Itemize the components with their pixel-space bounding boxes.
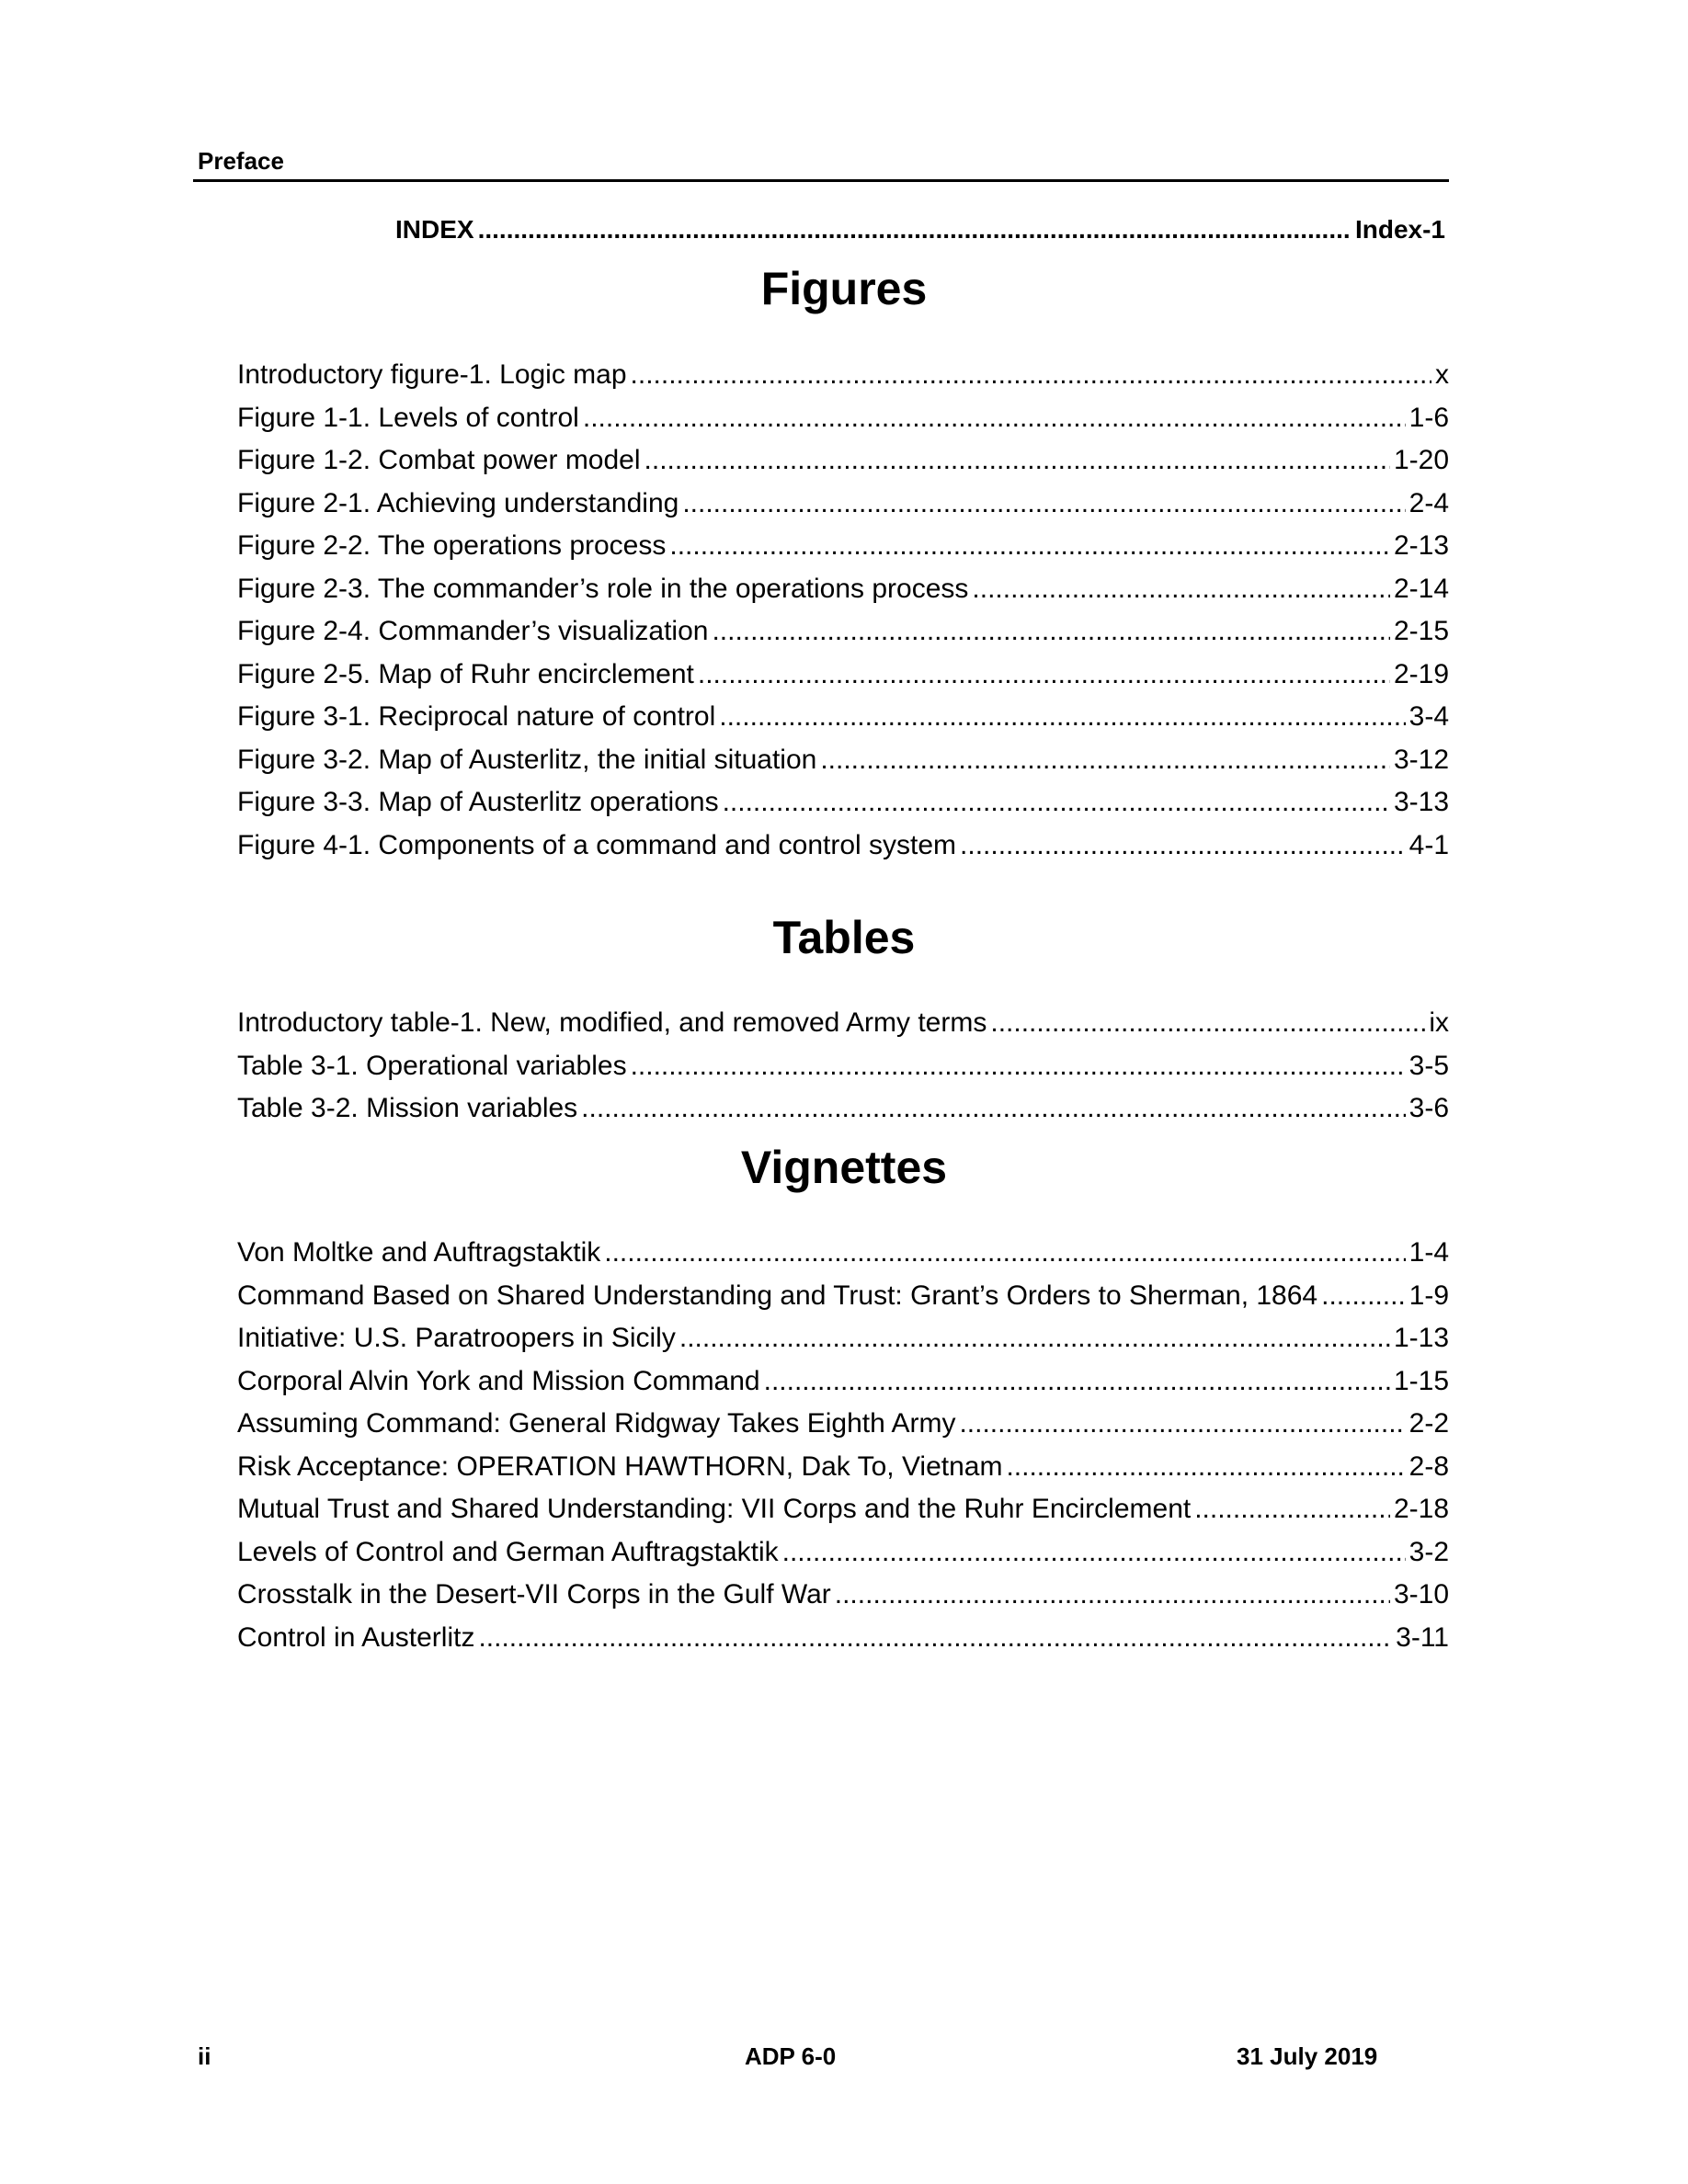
toc-entry-table[interactable]: [237, 1007, 1449, 1050]
toc-entry-page: 3-11: [1396, 1621, 1449, 1653]
toc-entry-figure[interactable]: [237, 358, 1449, 402]
dot-leader: [669, 529, 1390, 563]
toc-entry-label: Figure 2-2. The operations process: [237, 530, 667, 561]
toc-entry-label: Figure 2-1. Achieving understanding: [237, 487, 679, 518]
toc-entry-figure[interactable]: [237, 658, 1449, 701]
toc-entry-vignette[interactable]: [237, 1621, 1449, 1665]
toc-entry-table[interactable]: [237, 1050, 1449, 1093]
toc-entry-figure[interactable]: [237, 829, 1449, 872]
toc-entry-label: Initiative: U.S. Paratroopers in Sicily: [237, 1323, 676, 1353]
dot-leader: [719, 700, 1405, 734]
dot-leader: [764, 1365, 1390, 1398]
toc-entry-page: 2-13: [1393, 530, 1449, 561]
figures-list: [237, 358, 1449, 871]
toc-entry-label: Crosstalk in the Desert-VII Corps in the Gulf War: [237, 1579, 831, 1610]
index-entry[interactable]: [395, 213, 1445, 250]
dot-leader: [631, 1050, 1406, 1083]
toc-entry-vignette[interactable]: [237, 1365, 1449, 1408]
footer-page-number: ii: [198, 2042, 211, 2070]
toc-entry-page: 2-2: [1409, 1408, 1449, 1439]
toc-entry-label: Risk Acceptance: OPERATION HAWTHORN, Dak To, Vietnam: [237, 1450, 1003, 1482]
toc-entry-figure[interactable]: [237, 744, 1449, 787]
toc-entry-page: ix: [1429, 1007, 1449, 1038]
header-rule: [193, 179, 1449, 182]
toc-entry-figure[interactable]: [237, 529, 1449, 573]
dot-leader: [1006, 1450, 1405, 1484]
toc-entry-vignette[interactable]: [237, 1450, 1449, 1494]
tables-heading: Tables: [772, 912, 916, 963]
toc-entry-page: 3-6: [1409, 1093, 1449, 1123]
dot-leader: [712, 615, 1390, 648]
dot-leader: [960, 829, 1406, 862]
toc-entry-page: 1-13: [1393, 1323, 1449, 1353]
toc-entry-page: 2-19: [1393, 658, 1449, 689]
index-entry-label: INDEX: [395, 215, 474, 244]
toc-entry-label: Figure 2-5. Map of Ruhr encirclement: [237, 658, 694, 689]
toc-entry-label: Figure 2-3. The commander’s role in the operations process: [237, 573, 969, 604]
toc-entry-figure[interactable]: [237, 786, 1449, 829]
toc-entry-label: Levels of Control and German Auftragstaktik: [237, 1536, 779, 1567]
toc-entry-label: Figure 3-1. Reciprocal nature of control: [237, 701, 716, 732]
toc-entry-label: Assuming Command: General Ridgway Takes Eighth Army: [237, 1408, 956, 1439]
dot-leader: [698, 658, 1390, 691]
toc-entry-page: 3-12: [1393, 744, 1449, 775]
toc-entry-label: Introductory table-1. New, modified, and removed Army terms: [237, 1007, 987, 1038]
dot-leader: [723, 786, 1390, 819]
dot-leader: [631, 358, 1431, 392]
toc-entry-vignette[interactable]: [237, 1280, 1449, 1323]
toc-entry-page: 3-4: [1409, 701, 1449, 732]
toc-entry-label: Mutual Trust and Shared Understanding: VII Corps and the Ruhr Encirclement: [237, 1494, 1192, 1524]
toc-entry-vignette[interactable]: [237, 1578, 1449, 1621]
toc-entry-vignette[interactable]: [237, 1536, 1449, 1579]
toc-entry-page: 2-14: [1393, 573, 1449, 604]
toc-entry-page: 2-18: [1393, 1494, 1449, 1524]
dot-leader: [782, 1536, 1406, 1569]
toc-entry-figure[interactable]: [237, 573, 1449, 616]
toc-entry-page: x: [1435, 359, 1449, 390]
toc-entry-page: 3-2: [1409, 1536, 1449, 1567]
dot-leader: [835, 1578, 1390, 1611]
dot-leader: [1194, 1493, 1390, 1526]
toc-entry-figure[interactable]: [237, 487, 1449, 530]
dot-leader: [679, 1322, 1390, 1355]
toc-entry-label: Control in Austerlitz: [237, 1621, 475, 1653]
toc-entry-page: 2-4: [1409, 487, 1449, 518]
toc-entry-page: 1-15: [1393, 1365, 1449, 1396]
toc-entry-label: Von Moltke and Auftragstaktik: [237, 1237, 601, 1268]
toc-entry-page: 1-9: [1409, 1280, 1449, 1311]
running-head: Preface: [198, 147, 284, 175]
toc-entry-page: 3-10: [1393, 1579, 1449, 1610]
toc-entry-label: Figure 3-2. Map of Austerlitz, the initial situation: [237, 744, 817, 775]
toc-entry-page: 1-6: [1409, 402, 1449, 433]
toc-entry-page: 1-4: [1409, 1237, 1449, 1268]
index-entry-page: Index-1: [1354, 215, 1445, 244]
dot-leader: [820, 744, 1390, 777]
toc-entry-label: Introductory figure-1. Logic map: [237, 359, 627, 390]
dot-leader: [1321, 1280, 1406, 1313]
toc-entry-figure[interactable]: [237, 402, 1449, 445]
dot-leader: [972, 573, 1390, 606]
footer-publication: ADP 6-0: [745, 2042, 837, 2070]
dot-leader: [478, 1621, 1392, 1655]
toc-entry-vignette[interactable]: [237, 1493, 1449, 1536]
toc-entry-page: 3-13: [1393, 787, 1449, 817]
dot-leader: [990, 1007, 1425, 1040]
toc-entry-label: Command Based on Shared Understanding and Trust: Grant’s Orders to Sherman, 1864: [237, 1280, 1318, 1311]
toc-entry-label: Table 3-1. Operational variables: [237, 1050, 627, 1081]
toc-entry-vignette[interactable]: [237, 1407, 1449, 1450]
dot-leader: [478, 213, 1352, 246]
toc-entry-label: Figure 3-3. Map of Austerlitz operations: [237, 787, 719, 817]
toc-entry-page: 2-15: [1393, 616, 1449, 646]
toc-entry-page: 2-8: [1409, 1450, 1449, 1482]
toc-entry-page: 3-5: [1409, 1050, 1449, 1081]
vignettes-list: [237, 1236, 1449, 1664]
tables-list: [237, 1007, 1449, 1135]
dot-leader: [581, 1092, 1405, 1125]
dot-leader: [604, 1236, 1405, 1269]
dot-leader: [682, 487, 1405, 520]
toc-entry-vignette[interactable]: [237, 1236, 1449, 1280]
toc-entry-table[interactable]: [237, 1092, 1449, 1135]
dot-leader: [644, 444, 1390, 477]
dot-leader: [583, 402, 1406, 435]
toc-entry-figure[interactable]: [237, 615, 1449, 658]
figures-heading: Figures: [760, 263, 928, 314]
toc-entry-label: Corporal Alvin York and Mission Command: [237, 1365, 760, 1396]
toc-entry-label: Figure 4-1. Components of a command and control system: [237, 829, 957, 860]
toc-entry-label: Figure 1-1. Levels of control: [237, 402, 579, 433]
vignettes-heading: Vignettes: [740, 1142, 948, 1193]
toc-entry-figure[interactable]: [237, 444, 1449, 487]
footer-date: 31 July 2019: [1237, 2042, 1378, 2070]
toc-entry-label: Figure 2-4. Commander’s visualization: [237, 616, 709, 646]
toc-entry-label: Table 3-2. Mission variables: [237, 1093, 578, 1123]
toc-entry-vignette[interactable]: [237, 1322, 1449, 1365]
toc-entry-page: 4-1: [1409, 829, 1449, 860]
toc-entry-label: Figure 1-2. Combat power model: [237, 445, 641, 475]
dot-leader: [959, 1407, 1405, 1440]
toc-entry-page: 1-20: [1393, 445, 1449, 475]
toc-entry-figure[interactable]: [237, 700, 1449, 744]
